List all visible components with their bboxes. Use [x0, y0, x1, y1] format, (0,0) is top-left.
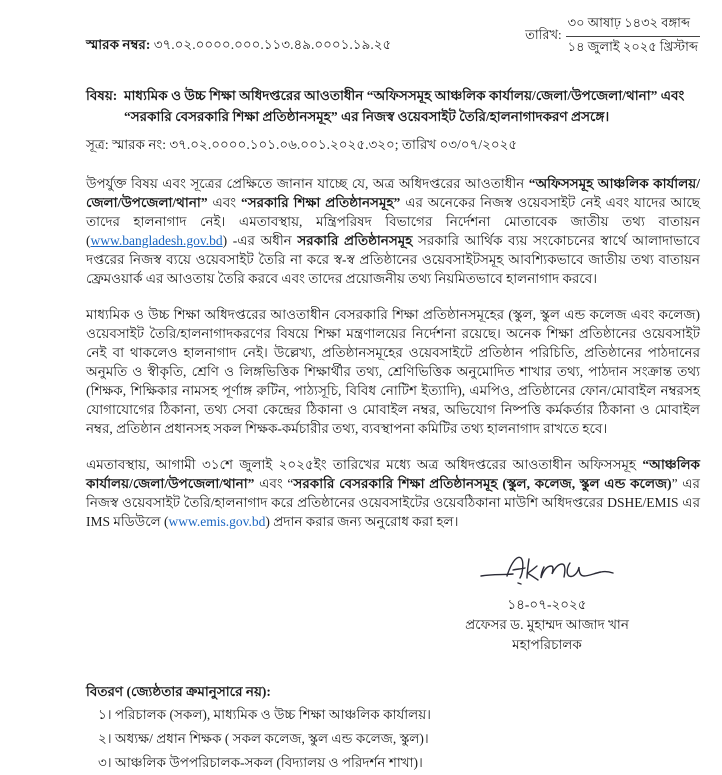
- distribution-section: [86, 681, 700, 775]
- date-label: তারিখ:: [525, 27, 562, 42]
- text-segment: এমতাবস্থায়, আগামী ৩১শে জুলাই ২০২৫ইং তারিখের মধ্যে অত্র অধিদপ্তরের আওতাধীন অফিসসমূহ: [86, 457, 643, 472]
- text-segment: মাধ্যমিক ও উচ্চ শিক্ষা অধিদপ্তরের আওতাধীন বেসরকারি শিক্ষা প্রতিষ্ঠানসমূহের (স্কুল, স্কুল এন্ড কলেজ এবং কলেজ) ওয়েবসাইট তৈরি/হালনাগাদকরণের বিষয়ে শিক্ষা মন্ত্রণালয়ের নির্দেশনা রয়েছে। অনেক শিক্ষা প্রতিষ্ঠানের ওয়েবসাইট নেই বা থাকলেও হালনাগাদ নেই। উল্লেখ্য, প্রতিষ্ঠানসমূহের ওয়েবসাইটে প্রতিষ্ঠান পরিচিতি, প্রতিষ্ঠানের পাঠদানের অনুমতি ও স্বীকৃতি, শ্রেণি ও লিঙ্গভিত্তিক শিক্ষার্থীর তথ্য, শ্রেণিভিত্তিক অনুমোদিত শাখার তথ্য, পাঠদান সংক্রান্ত তথ্য (শিক্ষক, শিক্ষিকার নামসহ পূর্ণাঙ্গ রুটিন, পাঠ্যসূচি, বিবিধ নোটিশ ইত্যাদি), এমপিও, প্রতিষ্ঠানের ফোন/মোবাইল নম্বরসহ যোগাযোগের ঠিকানা, তথ্য সেবা কেন্দ্রের ঠিকানা ও মোবাইল নম্বর, অভিযোগ নিষ্পত্তি কর্মকর্তার ঠিকানা ও মোবাইল নম্বর, প্রতিষ্ঠান প্রধানসহ সকল শিক্ষক-কর্মচারীর তথ্য, ব্যবস্থাপনা কমিটির তথ্য হালনাগাদ রাখতে হবে।: [86, 307, 700, 436]
- subject-line: [86, 85, 700, 127]
- memo-number-label: স্মারক নম্বর:: [86, 37, 151, 52]
- bold-text-segment: সরকারি বেসরকারি শিক্ষা প্রতিষ্ঠানসমূহ (স্কুল, কলেজ, স্কুল এন্ড কলেজ): [293, 476, 672, 491]
- bold-text-segment: সরকারি প্রতিষ্ঠানসমূহ: [297, 233, 413, 248]
- date-block: [525, 14, 700, 59]
- reference-line: সূত্র: স্মারক নং: ৩৭.০২.০০০০.১০১.০৬.০০১.২০২৫.৩২০; তারিখ ০৩/০৭/২০২৫: [86, 137, 518, 152]
- body-paragraph-2: [86, 305, 700, 438]
- signatory-name: প্রফেসর ড. মুহাম্মদ আজাদ খান: [465, 617, 629, 632]
- document-header: [86, 14, 700, 59]
- date-stack: [566, 14, 700, 59]
- text-segment: এর অনেকের নিজস্ব ওয়েবসাইট নেই এবং যাদের আছে তাদের হালনাগাদ নেই। এমতাবস্থায়, মন্ত্রিপরিষদ বিভাগের নির্দেশনা মোতাবেক জাতীয় তথ্য বাতায়ন (: [86, 195, 700, 248]
- signatory-designation: মহাপরিচালক: [512, 637, 582, 652]
- signature-block: [412, 549, 682, 655]
- distribution-item: ২। অধ্যক্ষ/ প্রধান শিক্ষক ( সকল কলেজ, স্কুল এন্ড কলেজ, স্কুল)।: [98, 731, 429, 746]
- distribution-item: ৩। আঞ্চলিক উপপরিচালক-সকল (বিদ্যালয় ও পরিদর্শন শাখা)।: [98, 755, 423, 770]
- bold-text-segment: “অফিসসমূহ আঞ্চলিক কার্যালয়/জেলা/উপজেলা/থানা”: [86, 176, 700, 210]
- text-segment: উপর্যুক্ত বিষয় এবং সূত্রের প্রেক্ষিতে জানান যাচ্ছে যে, অত্র অধিদপ্তরের আওতাধীন: [86, 176, 529, 191]
- text-segment: এবং “: [254, 476, 294, 491]
- text-segment: ) -এর অধীন: [222, 233, 298, 248]
- body-paragraph-1: [86, 174, 700, 288]
- date-gregorian: ১৪ জুলাই ২০২৫ খ্রিস্টাব্দ: [567, 39, 698, 54]
- text-segment: এবং: [207, 195, 241, 210]
- hyperlink[interactable]: www.emis.gov.bd: [168, 514, 266, 529]
- subject-label: বিষয়:: [86, 88, 118, 103]
- body-paragraph-3: [86, 455, 700, 531]
- memo-number-value: ৩৭.০২.০০০০.০০০.১১৩.৪৯.০০০১.১৯.২৫: [153, 37, 392, 52]
- bold-text-segment: “সরকারি শিক্ষা প্রতিষ্ঠানসমূহ”: [240, 195, 401, 210]
- text-segment: সরকারি আর্থিক ব্যয় সংকোচনের স্বার্থে আলাদাভাবে দপ্তরের নিজস্ব ব্যয়ে ওয়েবসাইট তৈরি না করে স্ব-স্ব প্রতিষ্ঠানের ওয়েবসাইটসমূহ আবশ্যিকভাবে জাতীয় তথ্য বাতায়ন ফ্রেমওয়ার্ক এর আওতায় তৈরি করবে এবং তাদের প্রয়োজনীয় তথ্য নিয়মিতভাবে হালনাগাদ করবে।: [86, 233, 700, 286]
- subject-text: মাধ্যমিক ও উচ্চ শিক্ষা অধিদপ্তরের আওতাধীন “অফিসসমূহ আঞ্চলিক কার্যালয়/জেলা/উপজেলা/থানা” এবং “সরকারি বেসরকারি শিক্ষা প্রতিষ্ঠানসমূহ” এর নিজস্ব ওয়েবসাইট তৈরি/হালনাগাদকরণ প্রসঙ্গে।: [124, 88, 685, 124]
- date-bangla: ৩০ আষাঢ় ১৪৩২ বঙ্গাব্দ: [566, 14, 700, 37]
- distribution-heading: বিতরণ (জ্যেষ্ঠতার ক্রমানুসারে নয়):: [86, 684, 271, 699]
- hyperlink[interactable]: www.bangladesh.gov.bd: [90, 233, 223, 248]
- distribution-item: ১। পরিচালক (সকল), মাধ্যমিক ও উচ্চ শিক্ষা আঞ্চলিক কার্যালয়।: [98, 707, 432, 722]
- bold-text-segment: “আঞ্চলিক কার্যালয়/জেলা/উপজেলা/থানা”: [86, 457, 700, 491]
- text-segment: ” এর নিজস্ব ওয়েবসাইট তৈরি/হালনাগাদ করে প্রতিষ্ঠানের ওয়েবসাইটের ওয়েবঠিকানা মাউশি অধিদপ্তরের DSHE/EMIS এর IMS মডিউলে (: [86, 476, 700, 529]
- signature-image: [477, 549, 617, 589]
- text-segment: ) প্রদান করার জন্য অনুরোধ করা হল।: [265, 514, 459, 529]
- signature-date: ১৪-০৭-২০২৫: [507, 597, 587, 612]
- memo-number-line: [86, 34, 391, 59]
